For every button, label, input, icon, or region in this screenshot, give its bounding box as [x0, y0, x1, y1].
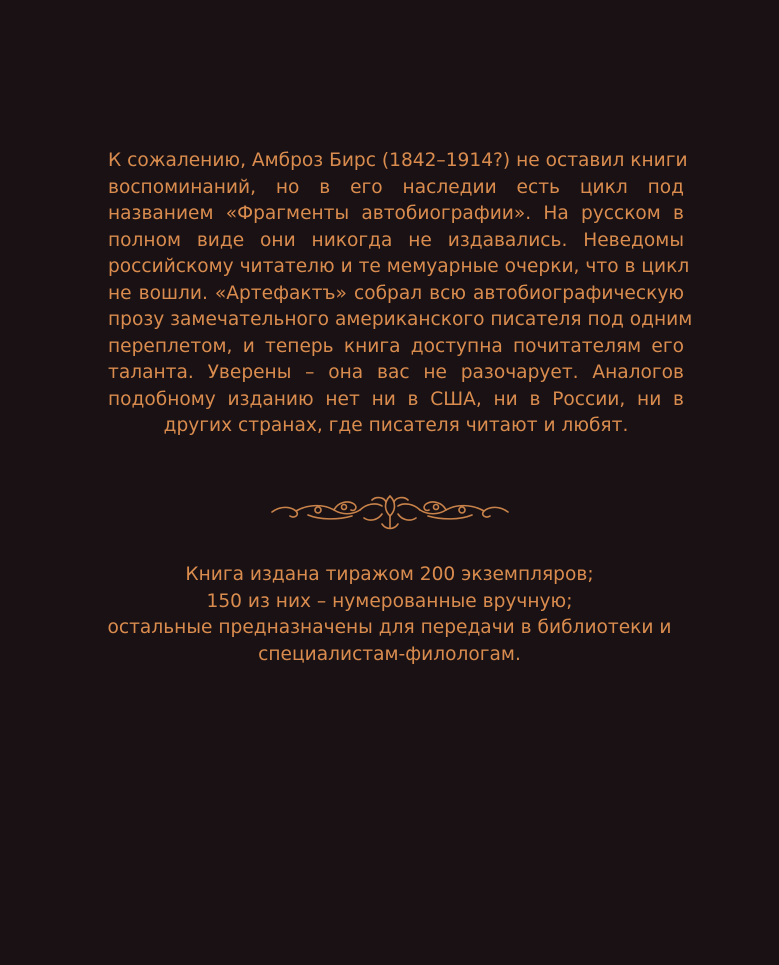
edition-line: 150 из них – нумерованные вручную; [206, 590, 573, 612]
description-line: воспоминаний, но в его наследии есть цикл под [108, 176, 684, 198]
description-line: подобному изданию нет ни в США, ни в России, ни в [108, 388, 684, 410]
description-line: российскому читателю и те мемуарные очерки, что в цикл [108, 256, 690, 277]
description-line: переплетом, и теперь книга доступна почитателям его [108, 335, 684, 357]
description-line: прозу замечательного американского писателя под одним [108, 309, 693, 330]
description-line: не вошли. «Артефактъ» собрал всю автобиографическую [108, 282, 684, 304]
description-line: таланта. Уверены – она вас не разочарует. Аналогов [108, 362, 684, 383]
scroll-flourish-icon [268, 488, 512, 534]
description-line: названием «Фрагменты автобиографии». На русском в [108, 203, 684, 224]
edition-line: специалистам-филологам. [258, 643, 521, 665]
description-line: К сожалению, Амброз Бирс (1842–1914?) не оставил книги [108, 150, 688, 171]
description-line: полном виде они никогда не издавались. Неведомы [108, 229, 684, 251]
edition-info [60, 562, 719, 668]
edition-line: Книга издана тиражом 200 экземпляров; [185, 564, 594, 585]
edition-line: остальные предназначены для передачи в библиотеки и [107, 617, 672, 638]
description-line: других странах, где писателя читают и любят. [163, 415, 629, 436]
description-paragraph [108, 148, 693, 440]
